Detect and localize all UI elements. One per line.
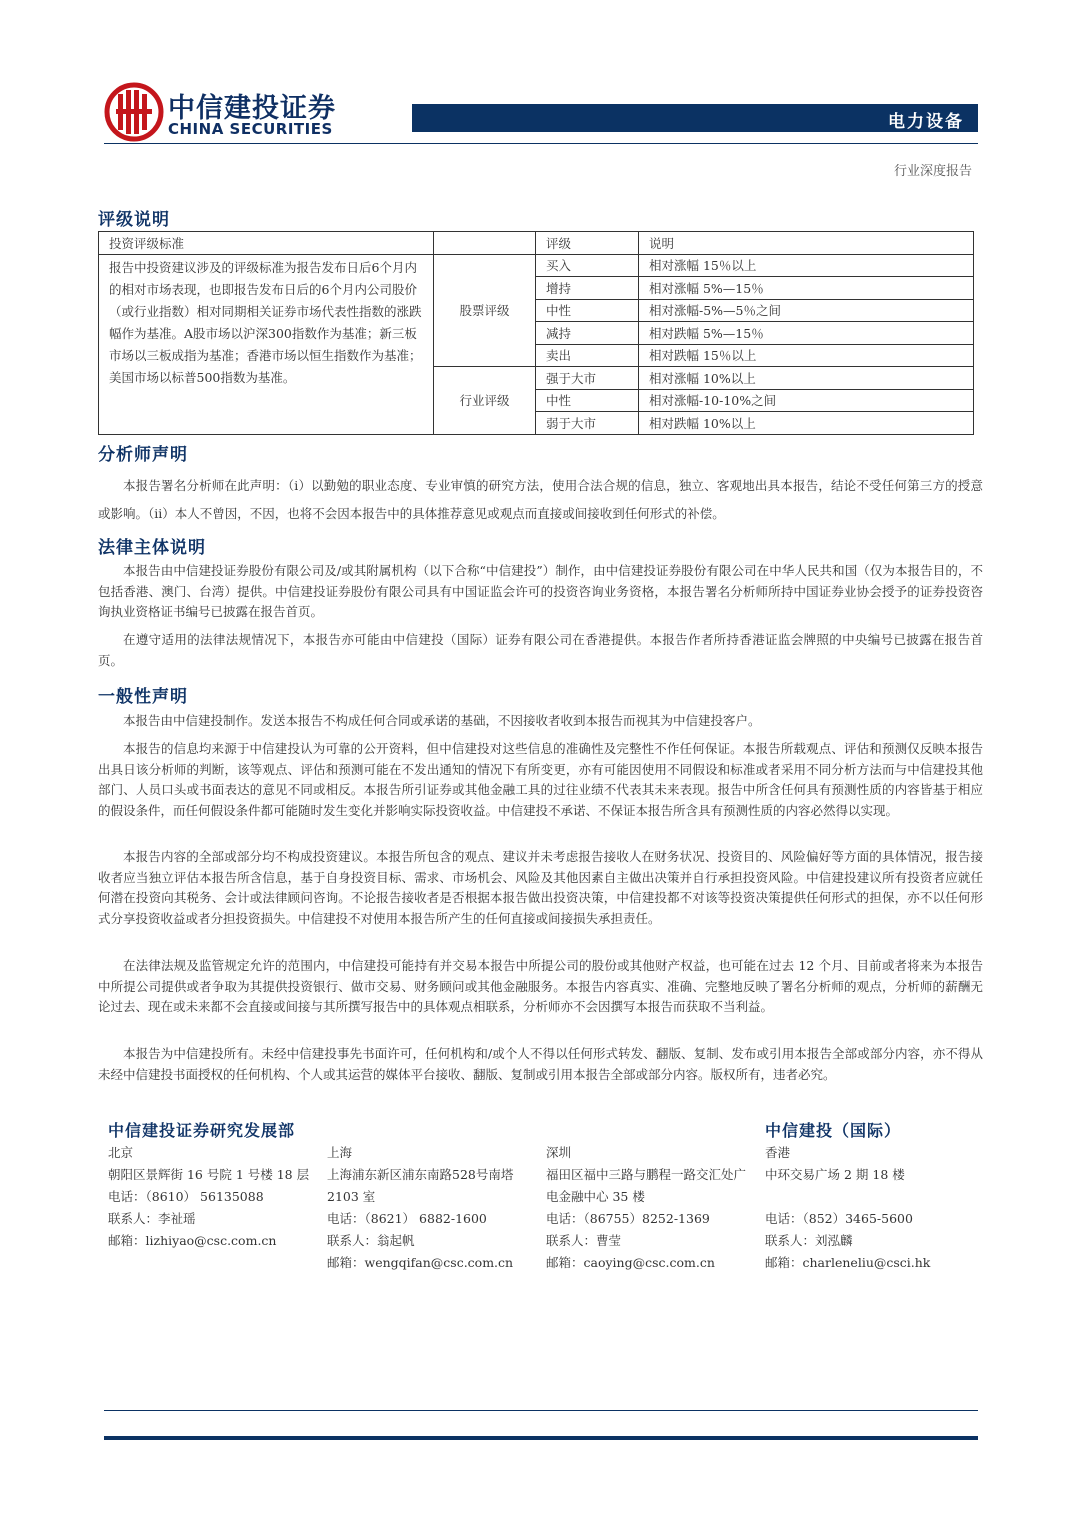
desc-cell: 相对涨幅 5%—15％ bbox=[639, 277, 974, 300]
grade-cell: 弱于大市 bbox=[536, 412, 639, 435]
general-title: 一般性声明 bbox=[98, 687, 188, 707]
intl-title: 中信建投（国际） bbox=[765, 1121, 902, 1140]
brand-name-en: CHINA SECURITIES bbox=[168, 120, 333, 138]
address-spacer bbox=[765, 1186, 975, 1208]
table-header-row bbox=[99, 232, 974, 255]
office-shenzhen bbox=[546, 1142, 756, 1274]
legal-paragraph-2: 在遵守适用的法律法规情况下，本报告亦可能由中信建投（国际）证券有限公司在香港提供。本报告作者所持香港证监会牌照的中央编号已披露在报告首页。 bbox=[98, 632, 983, 668]
table-header-cell: 投资评级标准 bbox=[99, 232, 434, 255]
office-city: 深圳 bbox=[546, 1145, 572, 1160]
office-contact: 联系人：曹莹 bbox=[546, 1233, 622, 1248]
office-contact: 联系人：李祉瑶 bbox=[108, 1211, 196, 1226]
office-shanghai bbox=[327, 1142, 537, 1274]
industry-rating-label: 行业评级 bbox=[434, 367, 536, 435]
analyst-title: 分析师声明 bbox=[98, 445, 188, 465]
general-paragraph-1: 本报告由中信建投制作。发送本报告不构成任何合同或承诺的基础，不因接收者收到本报告而视其为中信建投客户。 bbox=[123, 713, 761, 728]
desc-cell: 相对跌幅 5%—15％ bbox=[639, 322, 974, 345]
office-city: 北京 bbox=[108, 1145, 134, 1160]
office-address: 中环交易广场 2 期 18 楼 bbox=[765, 1167, 905, 1182]
office-contact: 联系人：刘泓麟 bbox=[765, 1233, 853, 1248]
office-city: 香港 bbox=[765, 1145, 791, 1160]
grade-cell: 中性 bbox=[536, 389, 639, 412]
research-dept-title: 中信建投证券研究发展部 bbox=[108, 1121, 296, 1140]
desc-cell: 相对涨幅-5%—5％之间 bbox=[639, 299, 974, 322]
office-email[interactable]: 邮箱：caoying@csc.com.cn bbox=[546, 1255, 715, 1270]
desc-cell: 相对涨幅-10-10%之间 bbox=[639, 389, 974, 412]
office-email[interactable]: 邮箱：charleneliu@csci.hk bbox=[765, 1255, 931, 1270]
table-header-cell: 说明 bbox=[639, 232, 974, 255]
report-type: 行业深度报告 bbox=[893, 164, 972, 179]
general-paragraph-4: 在法律法规及监管规定允许的范围内，中信建投可能持有并交易本报告中所提公司的股份或其他财产权益，也可能在过去 12 个月、目前或者将来为本报告中所提公司提供或者争取为其提供投资银行、做市交易、财务顾问或其他金融服务。本报告内容真实、准确、完整地反映了署名分析师的观点，分析师的薪酬无论过去、现在或未来都不会直接或间接与其所撰写报告中的具体观点相联系，分析师亦不会因撰写本报告而获取不当利益。 bbox=[98, 958, 983, 1014]
office-phone: 电话：（86755）8252-1369 bbox=[546, 1211, 710, 1226]
stock-rating-label: 股票评级 bbox=[434, 254, 536, 367]
general-paragraph-2: 本报告的信息均来源于中信建投认为可靠的公开资料，但中信建投对这些信息的准确性及完整性不作任何保证。本报告所载观点、评估和预测仅反映本报告出具日该分析师的判断，该等观点、评估和预测可能在不发出通知的情况下有所变更，亦有可能因使用不同假设和标准或者采用不同分析方法而与中信建投其他部门、人员口头或书面表达的意见不同或相反。本报告所引证券或其他金融工具的过往业绩不代表其未来表现。报告中所含任何具有预测性质的内容皆基于相应的假设条件，而任何假设条件都可能随时发生变化并影响实际投资收益。中信建投不承诺、不保证本报告所含具有预测性质的内容必然得以实现。 bbox=[98, 741, 983, 818]
office-email[interactable]: 邮箱：wengqifan@csc.com.cn bbox=[327, 1255, 514, 1270]
office-contact: 联系人：翁起帆 bbox=[327, 1233, 415, 1248]
grade-cell: 强于大市 bbox=[536, 367, 639, 390]
general-paragraph-5: 本报告为中信建投所有。未经中信建投事先书面许可，任何机构和/或个人不得以任何形式转发、翻版、复制、发布或引用本报告全部或部分内容，亦不得从未经中信建投书面授权的任何机构、个人或其运营的媒体平台接收、翻版、复制或引用本报告全部或部分内容。版权所有，违者必究。 bbox=[98, 1046, 983, 1082]
office-phone: 电话：（8621） 6882-1600 bbox=[327, 1211, 487, 1226]
office-hongkong bbox=[765, 1142, 975, 1274]
analyst-paragraph: 本报告署名分析师在此声明：（i）以勤勉的职业态度、专业审慎的研究方法，使用合法合规的信息，独立、客观地出具本报告，结论不受任何第三方的授意或影响。（ii）本人不曾因，不因，也将不会因本报告中的具体推荐意见或观点而直接或间接收到任何形式的补偿。 bbox=[98, 478, 983, 521]
table-row bbox=[99, 254, 974, 277]
desc-cell: 相对跌幅 15％以上 bbox=[639, 344, 974, 367]
office-phone: 电话：（852）3465-5600 bbox=[765, 1211, 913, 1226]
grade-cell: 减持 bbox=[536, 322, 639, 345]
rating-table bbox=[98, 231, 974, 435]
desc-cell: 相对跌幅 10%以上 bbox=[639, 412, 974, 435]
sector-bar bbox=[412, 104, 978, 132]
desc-cell: 相对涨幅 10%以上 bbox=[639, 367, 974, 390]
general-paragraph-3: 本报告内容的全部或部分均不构成投资建议。本报告所包含的观点、建议并未考虑报告接收人在财务状况、投资目的、风险偏好等方面的具体情况，报告接收者应当独立评估本报告所含信息，基于自身投资目标、需求、市场机会、风险及其他因素自主做出决策并自行承担投资风险。中信建投建议所有投资者应就任何潜在投资向其税务、会计或法律顾问咨询。不论报告接收者是否根据本报告做出投资决策，中信建投都不对该等投资决策提供任何形式的担保，亦不以任何形式分享投资收益或者分担投资损失。中信建投不对使用本报告所产生的任何直接或间接损失承担责任。 bbox=[98, 849, 983, 926]
table-header-cell bbox=[434, 232, 536, 255]
footer-divider-thin bbox=[104, 1410, 978, 1411]
office-phone: 电话：（8610） 56135088 bbox=[108, 1189, 264, 1204]
header-divider bbox=[104, 143, 978, 144]
office-email[interactable]: 邮箱：lizhiyao@csc.com.cn bbox=[108, 1233, 277, 1248]
office-address: 朝阳区景辉街 16 号院 1 号楼 18 层 bbox=[108, 1167, 310, 1182]
office-city: 上海 bbox=[327, 1145, 353, 1160]
brand-name-cn: 中信建投证券 bbox=[168, 93, 336, 124]
legal-paragraph-1: 本报告由中信建投证券股份有限公司及/或其附属机构（以下合称“中信建投”）制作，由中信建投证券股份有限公司在中华人民共和国（仅为本报告目的，不包括香港、澳门、台湾）提供。中信建投证券股份有限公司具有中国证监会许可的投资咨询业务资格，本报告署名分析师所持中国证券业协会授予的证券投资咨询执业资格证书编号已披露在报告首页。 bbox=[98, 563, 983, 619]
table-header-cell: 评级 bbox=[536, 232, 639, 255]
sector-label: 电力设备 bbox=[888, 112, 964, 132]
office-beijing bbox=[108, 1142, 318, 1252]
legal-title: 法律主体说明 bbox=[98, 538, 206, 558]
rating-standard-text: 报告中投资建议涉及的评级标准为报告发布日后6个月内的相对市场表现，也即报告发布日后的6个月内公司股价（或行业指数）相对同期相关证券市场代表性指数的涨跌幅作为基准。A股市场以沪深300指数作为基准；新三板市场以三板成指为基准；香港市场以恒生指数作为基准；美国市场以标普500指数为基准。 bbox=[99, 254, 434, 434]
company-logo-icon bbox=[104, 82, 164, 142]
grade-cell: 买入 bbox=[536, 254, 639, 277]
office-address: 福田区福中三路与鹏程一路交汇处广电金融中心 35 楼 bbox=[546, 1167, 747, 1204]
footer-divider-thick bbox=[104, 1436, 978, 1440]
grade-cell: 卖出 bbox=[536, 344, 639, 367]
desc-cell: 相对涨幅 15％以上 bbox=[639, 254, 974, 277]
office-address: 上海浦东新区浦东南路528号南塔 2103 室 bbox=[327, 1167, 514, 1204]
grade-cell: 增持 bbox=[536, 277, 639, 300]
rating-title: 评级说明 bbox=[98, 210, 170, 230]
grade-cell: 中性 bbox=[536, 299, 639, 322]
